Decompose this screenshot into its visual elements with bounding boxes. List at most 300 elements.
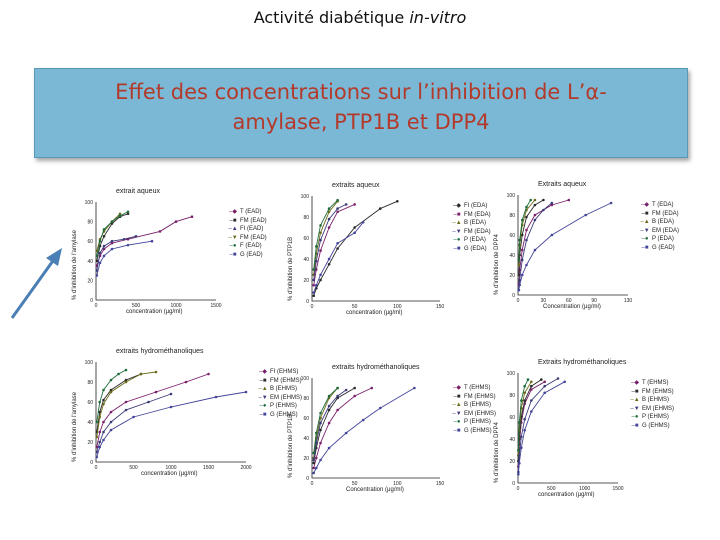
data-point (312, 472, 315, 475)
legend-entry (450, 427, 496, 436)
data-point (170, 393, 173, 396)
series-line (519, 203, 611, 290)
data-point (345, 389, 348, 392)
data-point (525, 264, 528, 267)
chart-axes (96, 362, 246, 462)
chart-legend (226, 208, 267, 259)
y-tick-label: 0 (90, 460, 93, 466)
legend-entry (628, 379, 674, 388)
y-tick-label: 0 (306, 299, 309, 305)
legend-marker-icon: –▼ (452, 410, 462, 417)
x-tick-label: 50 (351, 481, 358, 487)
y-axis-label: % d'inhibition de PTP1B (288, 236, 294, 301)
series-line (518, 382, 544, 467)
legend-label: P (EHMS) (464, 419, 491, 425)
y-tick-label: 0 (512, 293, 515, 299)
data-point (328, 226, 331, 229)
data-point (102, 403, 105, 406)
data-point (110, 379, 113, 382)
legend-label: T (EAD) (240, 209, 262, 215)
data-point (103, 245, 106, 248)
data-point (370, 387, 373, 390)
chart-axes (518, 195, 628, 295)
data-point (111, 248, 114, 251)
legend-entry (226, 251, 267, 260)
legend-entry (450, 401, 496, 410)
data-point (521, 219, 524, 222)
chart-title: Extraits aqueux (538, 181, 587, 188)
data-point (125, 409, 128, 412)
data-point (353, 226, 356, 229)
data-point (353, 387, 356, 390)
data-point (534, 204, 537, 207)
y-tick-label: 60 (509, 233, 515, 239)
data-point (534, 199, 537, 202)
data-point (336, 207, 339, 210)
chart-plot (498, 355, 720, 505)
y-tick-label: 20 (303, 278, 309, 284)
y-tick-label: 80 (509, 393, 515, 399)
x-tick-label: 0 (516, 298, 520, 304)
data-point (518, 421, 521, 424)
legend-entry (450, 245, 491, 254)
legend-entry (628, 396, 674, 405)
legend-label: FM (EDA) (464, 228, 491, 235)
data-point (99, 261, 102, 264)
data-point (534, 219, 537, 222)
data-point (95, 456, 98, 459)
legend-entry (226, 225, 267, 234)
legend-entry (450, 418, 496, 427)
legend-marker-icon: –◆ (453, 203, 461, 209)
data-point (95, 421, 98, 424)
data-point (530, 385, 533, 388)
data-point (517, 473, 520, 476)
data-point (319, 442, 322, 445)
data-point (103, 228, 106, 231)
legend-entry (628, 388, 674, 397)
legend-label: FM (EAD) (240, 217, 267, 224)
data-point (99, 252, 102, 255)
x-tick-label: 0 (94, 303, 98, 309)
data-point (127, 211, 130, 214)
data-point (312, 462, 315, 465)
legend-label: P (EDA) (652, 236, 674, 242)
data-point (312, 279, 315, 282)
chart-3 (494, 175, 720, 325)
data-point (336, 247, 339, 250)
legend-label: F (EAD) (240, 243, 262, 249)
legend-label: FI (EDA) (464, 203, 488, 209)
data-point (353, 203, 356, 206)
data-point (110, 411, 113, 414)
series-line (518, 382, 564, 474)
x-axis-label: Concentration (µg/ml) (346, 487, 404, 493)
y-tick-label: 100 (84, 360, 93, 366)
legend-entry (450, 410, 496, 419)
data-point (185, 381, 188, 384)
y-tick-label: 40 (87, 258, 93, 265)
x-axis-label: concentration (µg/ml) (141, 471, 198, 477)
y-tick-label: 100 (300, 194, 309, 200)
x-tick-label: 60 (565, 298, 572, 304)
data-point (518, 274, 521, 277)
legend-entry (638, 201, 679, 210)
legend-marker-icon: –▲ (640, 219, 650, 225)
data-point (336, 242, 339, 245)
legend-marker-icon: –▲ (452, 402, 462, 408)
legend-entry (450, 393, 496, 402)
data-point (584, 214, 587, 217)
legend-label: P (EHMS) (642, 414, 669, 420)
legend-label: T (EDA) (652, 202, 674, 208)
chart-1 (62, 180, 302, 330)
series-line (97, 394, 171, 452)
data-point (319, 459, 322, 462)
data-point (96, 260, 99, 263)
data-point (523, 418, 526, 421)
legend-entry (628, 422, 674, 431)
legend-label: FM (EDA) (464, 211, 491, 218)
legend-marker-icon: –◆ (453, 385, 461, 391)
chart-plot (498, 175, 720, 325)
chart-axes (96, 202, 216, 300)
legend-label: B (EDA) (652, 219, 675, 225)
data-point (98, 431, 101, 434)
data-point (557, 377, 560, 380)
y-tick-label: 20 (509, 459, 515, 465)
banner-line-2: amylase, PTP1B et DPP4 (232, 110, 490, 134)
data-point (336, 387, 339, 390)
legend-label: EM (EDA) (652, 227, 679, 234)
data-point (336, 395, 339, 398)
legend-marker-icon: –● (259, 403, 267, 409)
data-point (353, 395, 356, 398)
legend-entry (628, 413, 674, 422)
y-axis-label: % d'inhibition de l'amylase (72, 392, 78, 462)
legend-label: FM (EHMS) (464, 393, 496, 400)
data-point (147, 401, 150, 404)
legend-label: G (EAD) (652, 244, 675, 251)
x-tick-label: 1000 (170, 303, 182, 309)
legend-marker-icon: –■ (259, 411, 267, 418)
data-point (99, 240, 102, 243)
data-point (518, 462, 521, 465)
legend-entry (226, 217, 267, 226)
data-point (110, 391, 113, 394)
legend-label: T (EHMS) (642, 380, 669, 386)
data-point (362, 419, 365, 422)
series-line (519, 200, 544, 275)
x-tick-label: 1500 (202, 465, 215, 471)
y-tick-label: 100 (84, 200, 93, 206)
data-point (530, 410, 533, 413)
y-tick-label: 0 (306, 476, 309, 482)
legend-entry (638, 210, 679, 219)
data-point (102, 389, 105, 392)
y-tick-label: 100 (300, 376, 309, 382)
legend-marker-icon: –■ (453, 211, 461, 218)
x-tick-label: 100 (393, 481, 402, 487)
y-tick-label: 20 (87, 440, 93, 446)
chart-title: extraits hydrométhanoliques (116, 348, 204, 355)
legend-entry (450, 228, 491, 237)
series-line (97, 392, 246, 457)
series-line (314, 388, 372, 468)
legend-marker-icon: –● (453, 237, 461, 243)
data-point (117, 373, 120, 376)
y-tick-label: 100 (506, 371, 515, 377)
data-point (111, 220, 114, 223)
x-tick-label: 1500 (210, 303, 222, 309)
legend-marker-icon: –■ (259, 377, 267, 384)
data-point (328, 395, 331, 398)
legend-marker-icon: –■ (229, 251, 237, 258)
legend-marker-icon: –▼ (640, 227, 650, 234)
data-point (543, 392, 546, 395)
data-point (336, 210, 339, 213)
chart-axes (518, 373, 618, 483)
x-tick-label: 50 (351, 304, 358, 310)
legend-label: FM (EAD) (240, 234, 267, 241)
chart-legend (450, 384, 496, 435)
legend-marker-icon: –◆ (631, 380, 639, 386)
data-point (610, 202, 613, 205)
legend-entry (226, 208, 267, 217)
legend-marker-icon: –■ (453, 245, 461, 252)
data-point (525, 206, 528, 209)
y-tick-label: 0 (512, 481, 515, 487)
legend-marker-icon: –▼ (630, 405, 640, 412)
series-line (97, 374, 209, 447)
data-point (319, 239, 322, 242)
data-point (159, 230, 162, 233)
legend-label: EM (EHMS) (270, 394, 302, 401)
x-tick-label: 100 (393, 304, 402, 310)
data-point (125, 401, 128, 404)
legend-label: B (EHMS) (464, 402, 491, 408)
data-point (319, 422, 322, 425)
legend-marker-icon: –▼ (228, 234, 238, 241)
series-line (314, 388, 415, 473)
data-point (315, 245, 318, 248)
legend-marker-icon: –● (453, 419, 461, 425)
data-point (518, 289, 521, 292)
data-point (103, 235, 106, 238)
data-point (102, 421, 105, 424)
x-tick-label: 1000 (165, 465, 177, 471)
data-point (135, 235, 138, 238)
legend-label: EM (EHMS) (642, 405, 674, 412)
y-tick-label: 0 (90, 298, 93, 304)
data-point (319, 224, 322, 227)
y-tick-label: 80 (87, 219, 93, 226)
legend-marker-icon: –▼ (258, 394, 268, 401)
data-point (328, 422, 331, 425)
legend-marker-icon: –▲ (228, 226, 238, 232)
x-tick-label: 30 (540, 298, 547, 304)
data-point (525, 239, 528, 242)
data-point (534, 214, 537, 217)
legend-marker-icon: –◆ (259, 369, 267, 375)
data-point (98, 401, 101, 404)
data-point (319, 273, 322, 276)
legend-label: P (EDA) (464, 237, 486, 243)
data-point (102, 399, 105, 402)
x-tick-label: 150 (435, 481, 445, 487)
y-tick-label: 60 (87, 239, 93, 246)
data-point (319, 412, 322, 415)
y-tick-label: 40 (509, 253, 515, 259)
x-tick-label: 1500 (612, 486, 624, 492)
data-point (132, 416, 135, 419)
data-point (543, 381, 546, 384)
chart-legend (628, 379, 674, 430)
y-axis-label: % d'inhibition de PTP1B (288, 413, 294, 478)
legend-entry (226, 242, 267, 251)
legend-marker-icon: –◆ (229, 209, 237, 215)
chart-legend (450, 202, 491, 253)
data-point (315, 432, 318, 435)
chart-title: Extraits hydrométhanoliques (538, 359, 627, 366)
data-point (110, 421, 113, 424)
legend-marker-icon: –■ (631, 388, 639, 395)
data-point (336, 409, 339, 412)
legend-entry (638, 244, 679, 253)
chart-title: extraits aqueux (332, 182, 380, 189)
data-point (551, 234, 554, 237)
x-tick-label: 0 (310, 304, 314, 310)
data-point (396, 200, 399, 203)
data-point (518, 284, 521, 287)
data-point (525, 216, 528, 219)
y-tick-label: 20 (509, 273, 515, 279)
x-tick-label: 1000 (579, 486, 591, 492)
chart-legend (638, 201, 679, 252)
data-point (567, 199, 570, 202)
legend-marker-icon: –● (229, 243, 237, 249)
chart-title: extrait aqueux (116, 188, 160, 195)
data-point (525, 229, 528, 232)
data-point (127, 244, 130, 247)
chart-title: extraits hydrométhanoliques (332, 364, 420, 371)
x-tick-label: 130 (623, 298, 633, 304)
x-tick-label: 0 (516, 486, 520, 492)
legend-label: P (EHMS) (270, 403, 297, 409)
data-point (529, 199, 532, 202)
data-point (315, 467, 318, 470)
legend-entry (450, 219, 491, 228)
y-tick-label: 80 (509, 213, 515, 219)
data-point (319, 249, 322, 252)
y-tick-label: 40 (303, 436, 309, 442)
data-point (520, 399, 523, 402)
chart-4 (62, 340, 302, 490)
banner-line-1: Effet des concentrations sur l’inhibition de L’α- (115, 80, 607, 104)
data-point (119, 214, 122, 217)
legend-label: FM (EHMS) (642, 388, 674, 395)
data-point (312, 294, 315, 297)
x-tick-label: 2000 (240, 465, 252, 471)
x-tick-label: 500 (547, 486, 556, 492)
data-point (362, 221, 365, 224)
data-point (175, 220, 178, 223)
data-point (96, 255, 99, 258)
legend-marker-icon: –▲ (630, 397, 640, 403)
data-point (543, 385, 546, 388)
legend-label: B (EHMS) (642, 397, 669, 403)
legend-label: G (EHMS) (270, 411, 298, 418)
data-point (245, 391, 248, 394)
data-point (96, 274, 99, 277)
y-tick-label: 60 (303, 416, 309, 422)
data-point (563, 381, 566, 384)
legend-marker-icon: –▲ (258, 386, 268, 392)
y-tick-label: 60 (87, 400, 93, 406)
data-point (111, 240, 114, 243)
data-point (551, 202, 554, 205)
y-tick-label: 40 (509, 437, 515, 443)
data-point (379, 407, 382, 410)
legend-marker-icon: –◆ (641, 202, 649, 208)
data-point (207, 373, 210, 376)
x-tick-label: 0 (94, 465, 98, 471)
legend-entry (450, 236, 491, 245)
data-point (102, 439, 105, 442)
data-point (312, 459, 315, 462)
legend-marker-icon: –■ (453, 427, 461, 434)
data-point (328, 218, 331, 221)
legend-entry (638, 227, 679, 236)
data-point (140, 373, 143, 376)
data-point (540, 378, 543, 381)
x-tick-label: 0 (310, 481, 314, 487)
legend-entry (226, 234, 267, 243)
legend-label: B (EHMS) (270, 386, 297, 392)
slide-title-italic: in-vitro (409, 8, 467, 27)
y-axis-label: % d'inhibition de l'amylase (72, 230, 78, 300)
legend-label: G (EDA) (464, 245, 487, 252)
data-point (530, 399, 533, 402)
series-line (97, 236, 136, 270)
x-axis-label: concentration (µg/ml) (126, 309, 183, 315)
data-point (345, 203, 348, 206)
data-point (191, 215, 194, 218)
data-point (95, 436, 98, 439)
data-point (530, 381, 533, 384)
data-point (527, 378, 530, 381)
legend-marker-icon: –▼ (452, 228, 462, 235)
data-point (328, 207, 331, 210)
y-axis-label: % d'inhibition de DPP4 (494, 422, 500, 483)
data-point (520, 436, 523, 439)
data-point (521, 249, 524, 252)
y-tick-label: 60 (303, 236, 309, 242)
data-point (315, 284, 318, 287)
data-point (521, 259, 524, 262)
legend-label: T (EHMS) (464, 385, 491, 391)
legend-label: EM (EHMS) (464, 410, 496, 417)
x-tick-label: 150 (435, 304, 445, 310)
legend-marker-icon: –■ (641, 244, 649, 251)
chart-axes (312, 378, 440, 478)
series-line (97, 370, 126, 422)
data-point (110, 429, 113, 432)
data-point (523, 429, 526, 432)
y-tick-label: 20 (303, 456, 309, 462)
y-tick-label: 80 (303, 215, 309, 221)
data-point (328, 263, 331, 266)
